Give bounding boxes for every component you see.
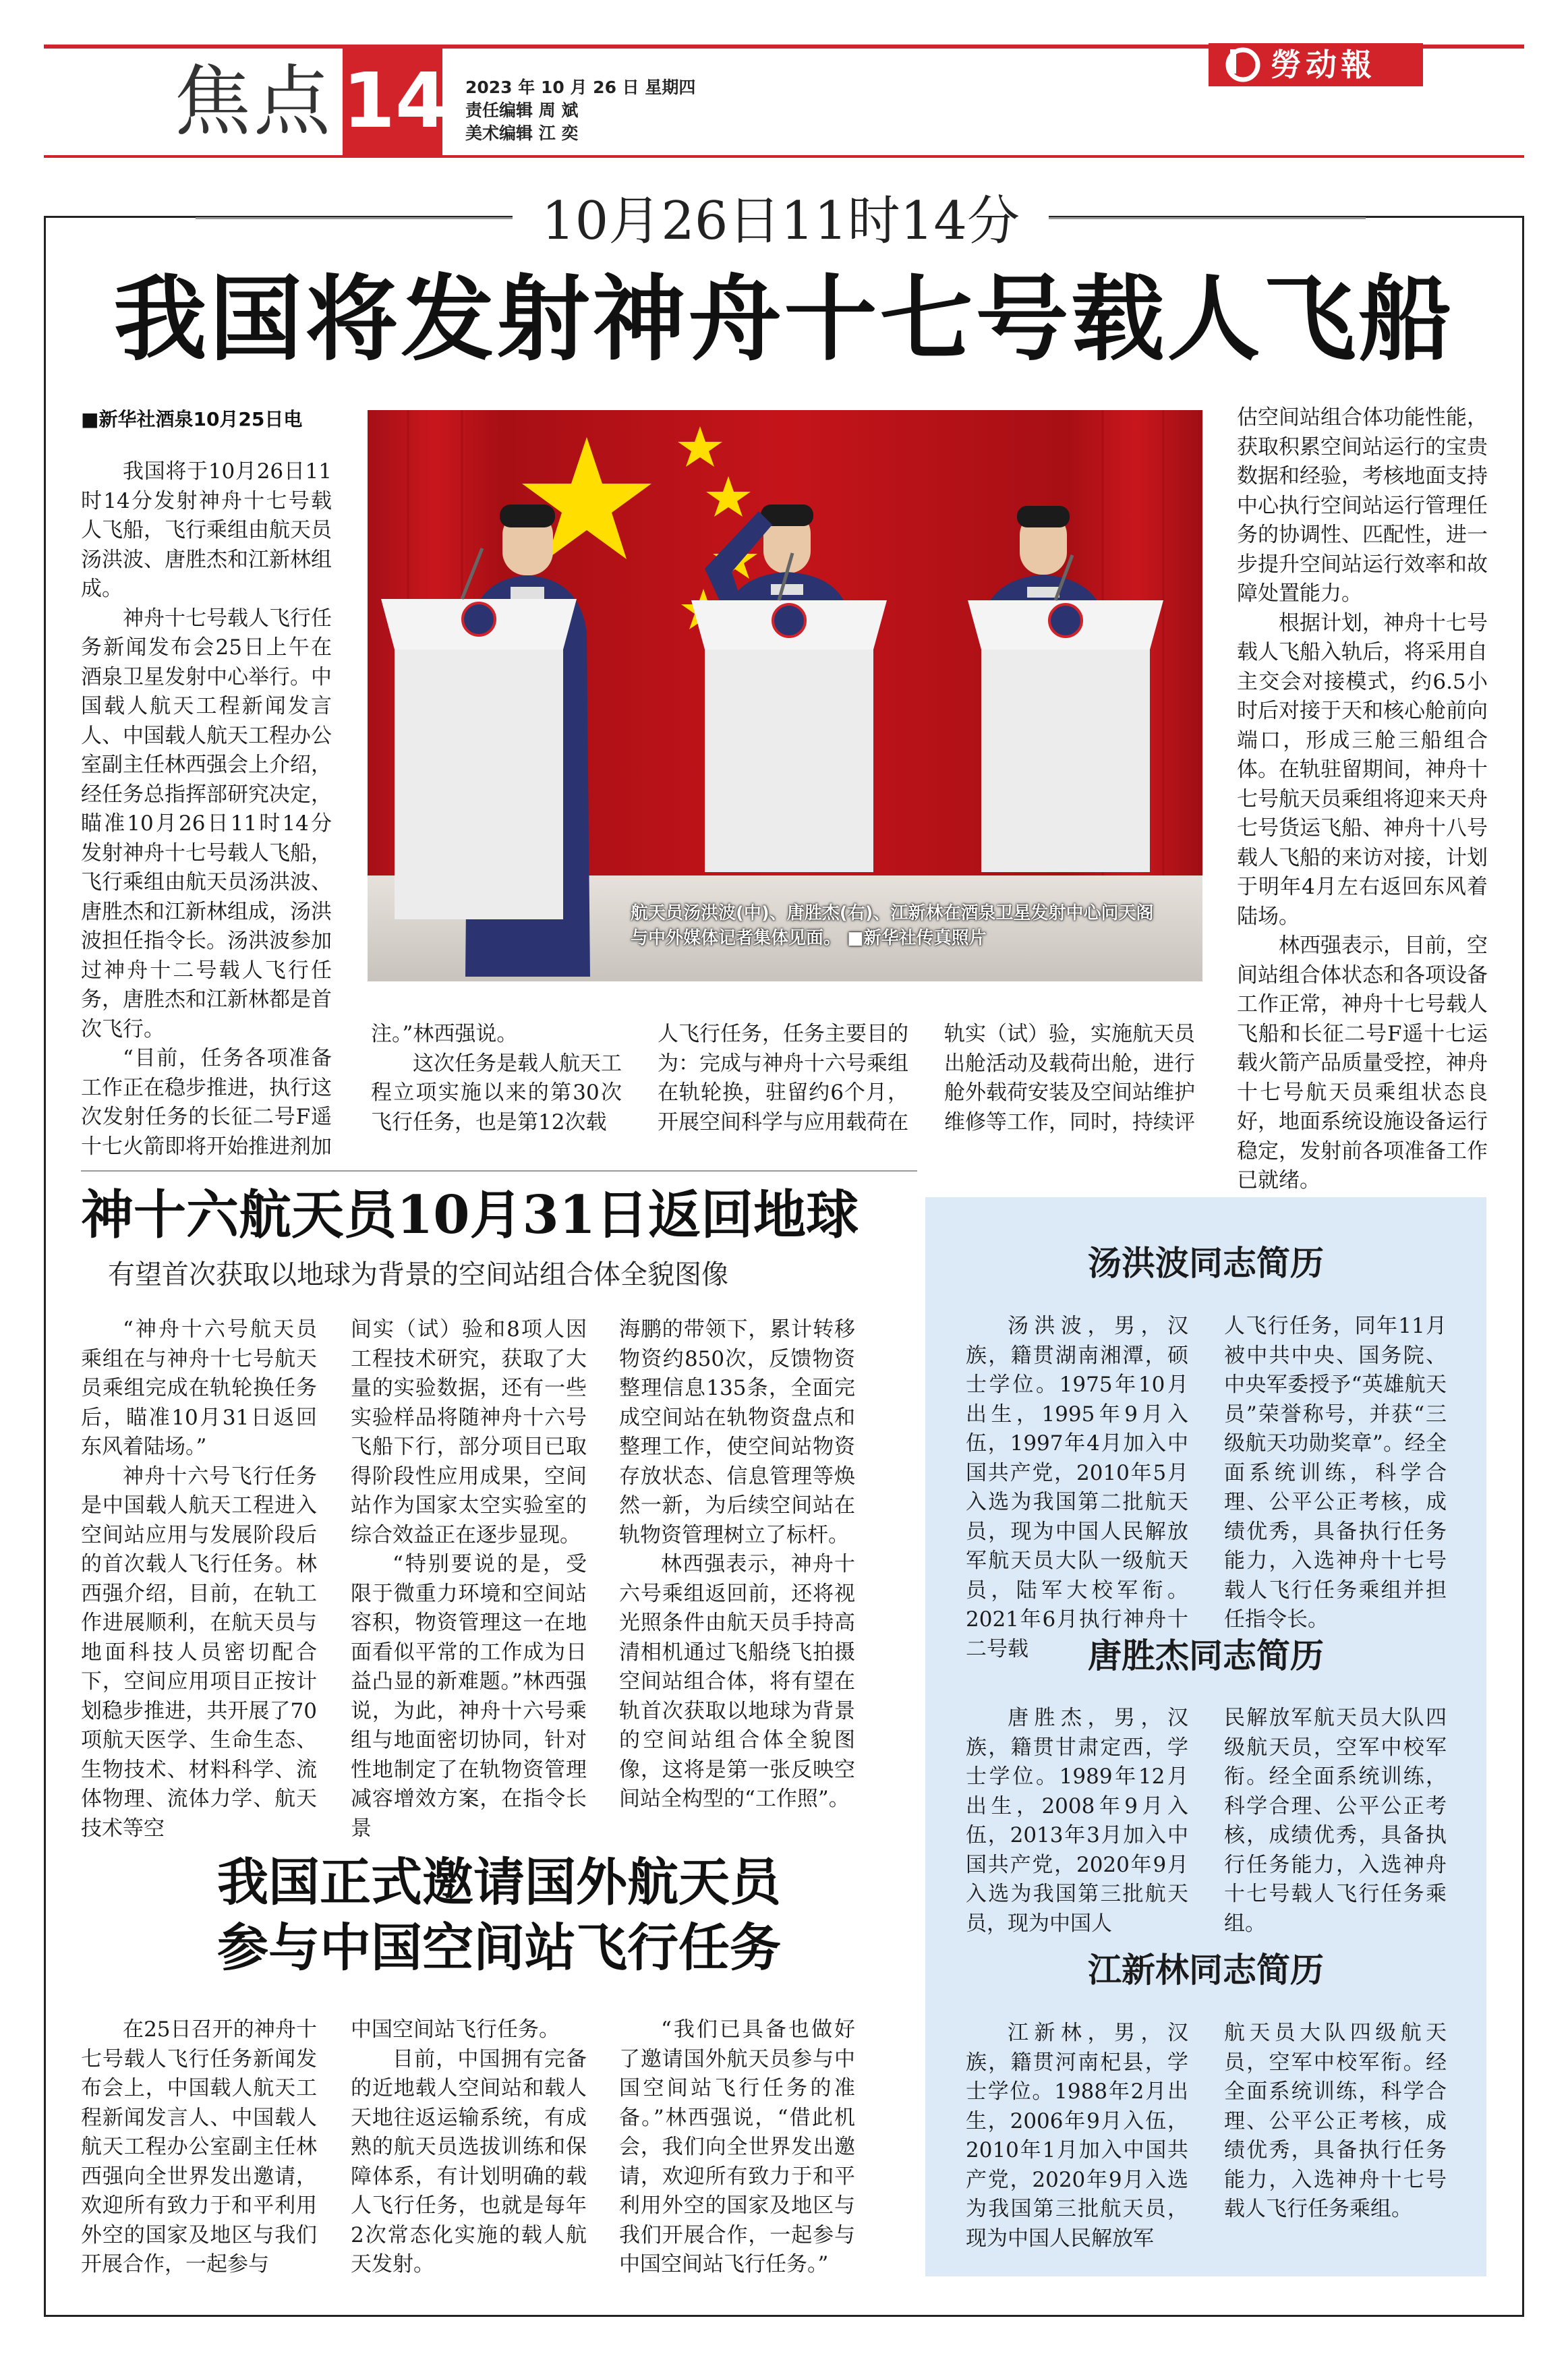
story2-column-2: 间实（试）验和8项人因工程技术研究，获取了大量的实验数据，还有一些实验样品将随神舟十六号飞船下行，部分项目已取得阶段性应用成果，空间站作为国家太空实验室的综合效益正在逐步显现。 “特别要说的是，受限于微重力环境和空间站容积，物资管理这一在地面看似平常的工作成为日益凸显的新难题。”林西强说，为此，神舟十六号乘组与地面密切协同，针对性地制定了在轨物资管理减容增效方案，在指令长景 [351, 1317, 587, 1841]
bio-tang-hongbo-col2: 人飞行任务，同年11月被中共中央、国务院、中央军委授予“英雄航天员”荣誉称号，并获“三级航天功勋奖章”。经全面系统训练，科学合理、公平公正考核，成绩优秀，具备执行任务能力，入选神舟十七号载人飞行任务乘组并担任指令长。 [1224, 1314, 1447, 1632]
brand-logo [1209, 43, 1423, 86]
issue-date: 2023 年 10 月 26 日 星期四 [465, 78, 696, 97]
podium-right [968, 600, 1163, 872]
brand-name: 勞动報 [1271, 47, 1376, 83]
podium-center [691, 600, 887, 872]
lead-headline: 我国将发射神舟十七号载人飞船 [113, 264, 1455, 374]
lead-column-3: 人飞行任务，任务主要目的为：完成与神舟十六号乘组在轨轮换，驻留约6个月，开展空间科学与应用载荷在 [658, 1022, 908, 1134]
bio-jiang-xinlin-col2: 航天员大队四级航天员，空军中校军衔。经全面系统训练，科学合理、公平公正考核，成绩优秀，具备执行任务能力，入选神舟十七号载人飞行任务乘组。 [1224, 2021, 1447, 2221]
lead-column-4: 轨实（试）验，实施航天员出舱活动及载荷出舱，进行舱外载荷安装及空间站维护维修等工作，同时，持续评 [944, 1022, 1195, 1134]
story2-column-1: “神舟十六号航天员乘组在与神舟十七号航天员乘组完成在轨轮换任务后，瞄准10月31日返回东风着陆场。” 神舟十六号飞行任务是中国载人航天工程进入空间站应用与发展阶段后的首次载人飞行任务。林西强介绍，目前，在轨工作进展顺利，在航天员与地面科技人员密切配合下，空间应用项目正按计划稳步推进，共开展了70项航天医学、生命生态、生物技术、材料科学、流体物理、流体力学、航天技术等空 [81, 1317, 317, 1841]
story3-headline-line1: 我国正式邀请国外航天员 [217, 1852, 781, 1912]
press-conference-photo [368, 410, 1202, 981]
art-editor: 美术编辑 江 奕 [465, 123, 579, 143]
story2-column-3: 海鹏的带领下，累计转移物资约850次，反馈物资整理信息135条，全面完成空间站在轨物资盘点和整理工作，使空间站物资存放状态、信息管理等焕然一新，为后续空间站在轨物资管理树立了标杆。 林西强表示，神舟十六号乘组返回前，还将视光照条件由航天员手持高清相机通过飞船绕飞拍摄空间站组合体，将有望在轨首次获取以地球为背景的空间站组合体全貌图像，这将是第一张反映空间站全构型的“工作照”。 [619, 1317, 855, 1811]
bio-tang-shengjie-col1: 唐胜杰，男，汉族，籍贯甘肃定西，学士学位。1989年12月出生，2008年9月入伍，2013年3月加入中国共产党，2020年9月入选为我国第三批航天员，现为中国人 [966, 1706, 1188, 1936]
bio-tang-shengjie-col2: 民解放军航天员大队四级航天员，空军中校军衔。经全面系统训练，科学合理、公平公正考核，成绩优秀，具备执行任务能力，入选神舟十七号载人飞行任务乘组。 [1224, 1706, 1447, 1936]
responsible-editor: 责任编辑 周 斌 [465, 100, 579, 120]
bio-title-tang-shengjie: 唐胜杰同志简历 [1088, 1636, 1324, 1675]
lead-column-1: 我国将于10月26日11时14分发射神舟十七号载人飞船，飞行乘组由航天员汤洪波、唐胜杰和江新林组成。 神舟十七号载人飞行任务新闻发布会25日上午在酒泉卫星发射中心举行。中国载人航天工程新闻发言人、中国载人航天工程办公室副主任林西强会上介绍，经任务总指挥部研究决定，瞄准10月26日11时14分发射神舟十七号载人飞船，飞行乘组由航天员汤洪波、唐胜杰和江新林组成，汤洪波担任指令长。汤洪波参加过神舟十二号载人飞行任务，唐胜杰和江新林都是首次飞行。 “目前，任务各项准备工作正在稳步推进，执行这次发射任务的长征二号F遥十七火箭即将开始推进剂加 [81, 459, 332, 1159]
lead-dateline: ■新华社酒泉10月25日电 [81, 408, 303, 430]
brand-mark-icon [1223, 45, 1262, 84]
section-title: 焦点 [174, 57, 334, 146]
podium-left [381, 599, 577, 919]
bio-tang-hongbo-col1: 汤洪波，男，汉族，籍贯湖南湘潭，硕士学位。1975年10月出生，1995年9月入伍，1997年4月加入中国共产党，2010年5月入选为我国第二批航天员，现为中国人民解放军航天员大队一级航天员，陆军大校军衔。2021年6月执行神舟十二号载 [966, 1314, 1188, 1661]
lead-kicker: 10月26日11时14分 [513, 189, 1049, 254]
bio-title-jiang-xinlin: 江新林同志简历 [1088, 1950, 1324, 1990]
story2-headline: 神十六航天员10月31日返回地球 [81, 1184, 859, 1246]
story3-column-2: 中国空间站飞行任务。 目前，中国拥有完备的近地载人空间站和载人天地往返运输系统，有成熟的航天员选拔训练和保障体系，有计划明确的载人飞行任务，也就是每年2次常态化实施的载人航天发射。 [351, 2017, 587, 2276]
story2-subhead: 有望首次获取以地球为背景的空间站组合体全貌图像 [108, 1259, 728, 1290]
lead-column-2: 注。”林西强说。 这次任务是载人航天工程立项实施以来的第30次飞行任务，也是第12次载 [371, 1022, 622, 1134]
page-number: 14 [343, 57, 448, 145]
bio-title-tang-hongbo: 汤洪波同志简历 [1088, 1243, 1324, 1283]
photo-caption: 航天员汤洪波(中)、唐胜杰(右)、江新林在酒泉卫星发射中心问天阁与中外媒体记者集体见面。 ■新华社传真照片 [631, 903, 1154, 948]
story3-headline-line2: 参与中国空间站飞行任务 [217, 1918, 781, 1978]
photo-illustration [368, 410, 1202, 981]
story3-column-1: 在25日召开的神舟十七号载人飞行任务新闻发布会上，中国载人航天工程新闻发言人、中国载人航天工程办公室副主任林西强向全世界发出邀请，欢迎所有致力于和平利用外空的国家及地区与我们开展合作，一起参与 [81, 2017, 317, 2276]
lead-column-5: 估空间站组合体功能性能，获取积累空间站运行的宝贵数据和经验，考核地面支持中心执行空间站运行管理任务的协调性、匹配性，进一步提升空间站运行效率和故障处置能力。 根据计划，神舟十七号载人飞船入轨后，将采用自主交会对接模式，约6.5小时后对接于天和核心舱前向端口，形成三舱三船组合体。在轨驻留期间，神舟十七号航天员乘组将迎来天舟七号货运飞船、神舟十八号载人飞船的来访对接，计划于明年4月左右返回东风着陆场。 林西强表示，目前，空间站组合体状态和各项设备工作正常，神舟十七号载人飞船和长征二号F遥十七运载火箭产品质量受控，神舟十七号航天员乘组状态良好，地面系统设施设备运行稳定，发射前各项准备工作已就绪。 [1237, 405, 1488, 1193]
story3-column-3: “我们已具备也做好了邀请国外航天员参与中国空间站飞行任务的准备。”林西强说，“借此机会，我们向全世界发出邀请，欢迎所有致力于和平利用外空的国家及地区与我们开展合作，一起参与中国空间站飞行任务。” [619, 2017, 855, 2276]
bio-jiang-xinlin-col1: 江新林，男，汉族，籍贯河南杞县，学士学位。1988年2月出生，2006年9月入伍，2010年1月加入中国共产党，2020年9月入选为我国第三批航天员，现为中国人民解放军 [966, 2021, 1188, 2251]
